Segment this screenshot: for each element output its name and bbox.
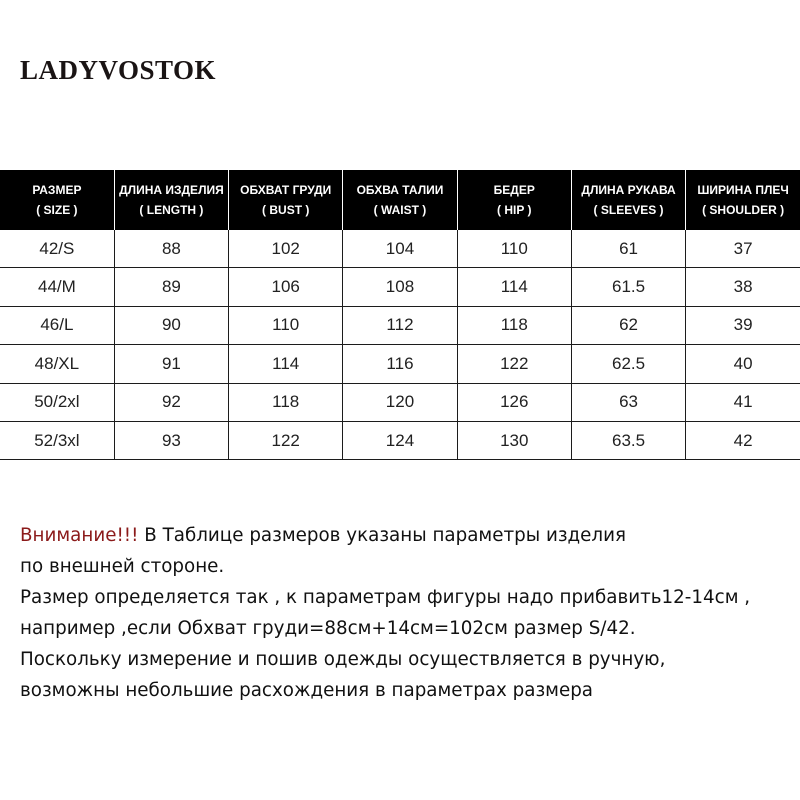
header-size: РАЗМЕР ( SIZE )	[0, 170, 114, 230]
table-cell: 88	[114, 230, 228, 268]
table-cell: 61	[571, 230, 685, 268]
note-line	[20, 520, 790, 551]
table-row	[0, 345, 800, 383]
table-row	[0, 230, 800, 268]
header-waist: ОБХВА ТАЛИИ ( WAIST )	[343, 170, 457, 230]
table-cell: 44/M	[0, 268, 114, 306]
header-bust: ОБХВАТ ГРУДИ ( BUST )	[229, 170, 343, 230]
table-cell: 46/L	[0, 306, 114, 344]
table-cell: 90	[114, 306, 228, 344]
table-cell: 110	[229, 306, 343, 344]
table-cell: 50/2xl	[0, 383, 114, 421]
table-cell: 41	[686, 383, 800, 421]
table-cell: 118	[457, 306, 571, 344]
note-line: возможны небольшие расхождения в параметрах размера	[20, 680, 594, 701]
note-line: Поскольку измерение и пошив одежды осуществляется в ручную,	[20, 649, 666, 670]
warning-label: Внимание!!!	[20, 525, 139, 546]
table-cell: 114	[229, 345, 343, 383]
size-chart-table	[0, 170, 800, 460]
table-cell: 102	[229, 230, 343, 268]
note-line: например ,если Обхват груди=88см+14см=102см размер S/42.	[20, 618, 636, 639]
table-cell: 118	[229, 383, 343, 421]
header-length: ДЛИНА ИЗДЕЛИЯ ( LENGTH )	[114, 170, 228, 230]
table-cell: 114	[457, 268, 571, 306]
table-row	[0, 383, 800, 421]
note-line: по внешней стороне.	[20, 556, 225, 577]
table-cell: 124	[343, 421, 457, 459]
table-cell: 42	[686, 421, 800, 459]
size-notes	[20, 520, 790, 706]
table-cell: 62	[571, 306, 685, 344]
table-cell: 62.5	[571, 345, 685, 383]
table-cell: 48/XL	[0, 345, 114, 383]
table-cell: 116	[343, 345, 457, 383]
table-cell: 38	[686, 268, 800, 306]
table-cell: 42/S	[0, 230, 114, 268]
table-row	[0, 306, 800, 344]
table-cell: 37	[686, 230, 800, 268]
table-cell: 104	[343, 230, 457, 268]
table-cell: 93	[114, 421, 228, 459]
table-cell: 112	[343, 306, 457, 344]
table-cell: 63.5	[571, 421, 685, 459]
table-cell: 122	[229, 421, 343, 459]
table-row	[0, 421, 800, 459]
table-cell: 40	[686, 345, 800, 383]
brand-logo: LADYVOSTOK	[20, 55, 217, 85]
header-hip: БЕДЕР ( HIP )	[457, 170, 571, 230]
table-cell: 92	[114, 383, 228, 421]
header-sleeves: ДЛИНА РУКАВА ( SLEEVES )	[571, 170, 685, 230]
table-cell: 89	[114, 268, 228, 306]
table-cell: 39	[686, 306, 800, 344]
table-cell: 106	[229, 268, 343, 306]
table-cell: 110	[457, 230, 571, 268]
table-row	[0, 268, 800, 306]
header-shoulder: ШИРИНА ПЛЕЧ ( SHOULDER )	[686, 170, 800, 230]
table-cell: 122	[457, 345, 571, 383]
table-cell: 63	[571, 383, 685, 421]
table-cell: 120	[343, 383, 457, 421]
note-text: В Таблице размеров указаны параметры изделия	[144, 525, 626, 546]
table-cell: 52/3xl	[0, 421, 114, 459]
table-cell: 61.5	[571, 268, 685, 306]
table-header-row	[0, 170, 800, 230]
note-line: Размер определяется так , к параметрам фигуры надо прибавить12-14см ,	[20, 587, 751, 608]
table-cell: 126	[457, 383, 571, 421]
table-cell: 130	[457, 421, 571, 459]
table-cell: 91	[114, 345, 228, 383]
table-cell: 108	[343, 268, 457, 306]
